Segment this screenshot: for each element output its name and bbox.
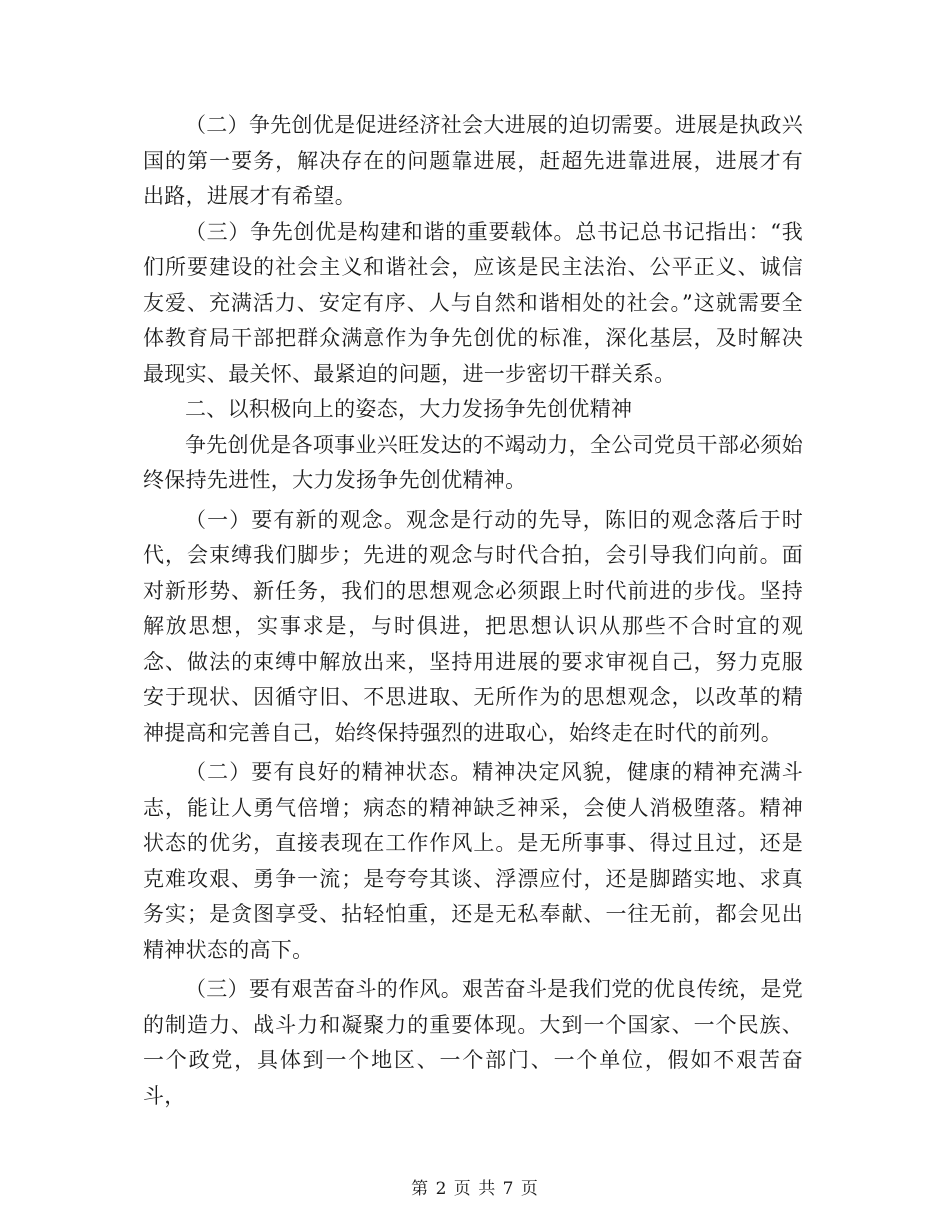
paragraph: （三）要有艰苦奋斗的作风。艰苦奋斗是我们党的优良传统，是党的制造力、战斗力和凝聚力的重要体现。大到一个国家、一个民族、一个政党，具体到一个地区、一个部门、一个单位，假如不艰苦奋斗，: [143, 977, 803, 1108]
paragraph: （二）争先创优是促进经济社会大进展的迫切需要。进展是执政兴国的第一要务，解决存在的问题靠进展，赶超先进靠进展，进展才有出路，进展才有希望。: [143, 113, 803, 208]
document-body: [143, 108, 803, 1114]
paragraph: （二）要有良好的精神状态。精神决定风貌，健康的精神充满斗志，能让人勇气倍增；病态的精神缺乏神采，会使人消极堕落。精神状态的优劣，直接表现在工作作风上。是无所事事、得过且过，还是克难攻艰、勇争一流；是夸夸其谈、浮漂应付，还是脚踏实地、求真务实；是贪图享受、拈轻怕重，还是无私奉献、一往无前，都会见出精神状态的高下。: [143, 760, 803, 962]
paragraph: 争先创优是各项事业兴旺发达的不竭动力，全公司党员干部必须始终保持先进性，大力发扬争先创优精神。: [143, 432, 803, 492]
page-number-footer: 第 2 页 共 7 页: [411, 1179, 539, 1199]
paragraph: （一）要有新的观念。观念是行动的先导，陈旧的观念落后于时代，会束缚我们脚步；先进的观念与时代合拍，会引导我们向前。面对新形势、新任务，我们的思想观念必须跟上时代前进的步伐。坚持解放思想，实事求是，与时俱进，把思想认识从那些不合时宜的观念、做法的束缚中解放出来，坚持用进展的要求审视自己，努力克服安于现状、因循守旧、不思进取、无所作为的思想观念，以改革的精神提高和完善自己，始终保持强烈的进取心，始终走在时代的前列。: [143, 507, 803, 745]
paragraph: （三）争先创优是构建和谐的重要载体。总书记总书记指出：“我们所要建设的社会主义和谐社会，应该是民主法治、公平正义、诚信友爱、充满活力、安定有序、人与自然和谐相处的社会。”这就需要全体教育局干部把群众满意作为争先创优的标准，深化基层，及时解决最现实、最关怀、最紧迫的问题，进一步密切干群关系。: [143, 219, 803, 386]
section-heading: 二、以积极向上的姿态，大力发扬争先创优精神: [185, 397, 633, 421]
